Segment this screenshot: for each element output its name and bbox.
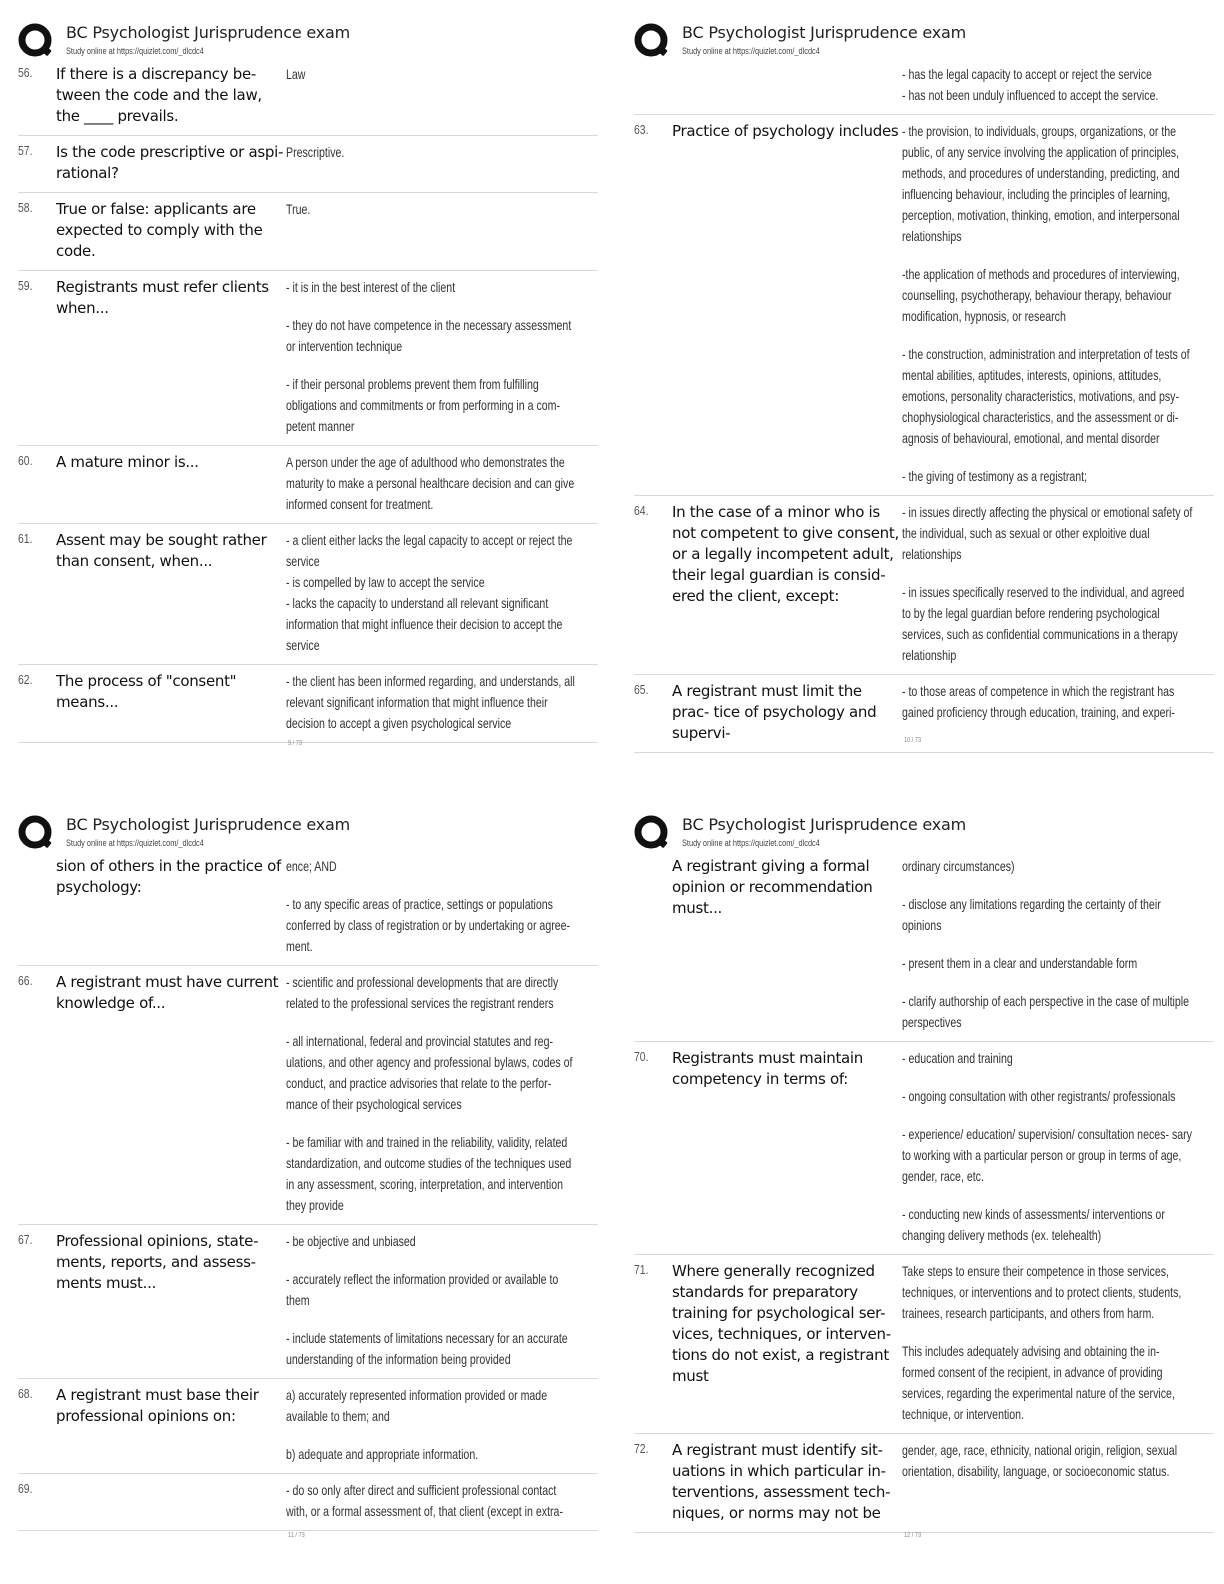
card-definition [286, 142, 598, 184]
card-term: The process of "consent" means... [56, 672, 237, 711]
definition-paragraph: - the provision, to individuals, groups, organizations, or the public, of any service involving the application of principles, methods, and procedures of understanding, predicting, and influencing behaviour, including the principles of learning, perception, motivation, thinking, emotion, and interpersonal relationships [902, 124, 1180, 244]
card-definition [902, 502, 1214, 666]
card-number: 60. [18, 453, 33, 468]
card-number: 62. [18, 672, 33, 687]
page-number: 10 / 73 [904, 737, 922, 744]
card-term: Is the code prescriptive or aspi- rational? [56, 143, 284, 182]
card-definition [902, 856, 1214, 1033]
definition-paragraph: - to any specific areas of practice, settings or populations conferred by class of registration or by undertaking or agree- ment. [286, 897, 571, 954]
card-definition [286, 452, 598, 515]
flashcard-row [634, 115, 1214, 496]
flashcard-row [18, 854, 598, 966]
definition-paragraph: - the client has been informed regarding, and understands, all relevant significant information that might influence their decision to accept a given psychological service [286, 674, 575, 731]
quizlet-logo-icon [18, 23, 54, 59]
card-number [634, 856, 664, 1033]
card-definition [286, 1231, 598, 1370]
definition-paragraph: gender, age, race, ethnicity, national origin, religion, sexual orientation, disability, language, or socioeconomic status. [902, 1443, 1178, 1479]
document-title: BC Psychologist Jurisprudence exam [66, 23, 350, 42]
page-header [18, 814, 598, 854]
definition-paragraph: - in issues specifically reserved to the individual, and agreed to by the legal guardian before rendering psychological services, such as confidential communications in a therapy relationship [902, 585, 1185, 663]
definition-paragraph: ordinary circumstances) [902, 859, 1015, 874]
card-definition [286, 277, 598, 437]
definition-paragraph: - has not been unduly influenced to accept the service. [902, 88, 1159, 103]
card-definition [902, 64, 1214, 106]
definition-paragraph: - present them in a clear and understandable form [902, 956, 1138, 971]
flashcard-row [634, 1255, 1214, 1434]
study-link[interactable]: Study online at https://quizlet.com/_dlcdc4 [682, 46, 820, 56]
card-number: 61. [18, 531, 33, 546]
definition-paragraph: - be familiar with and trained in the reliability, validity, related standardization, and outcome studies of the techniques used in any assessment, scoring, interpretation, and intervention they provide [286, 1135, 572, 1213]
definition-paragraph: - scientific and professional developments that are directly related to the professional services the registrant renders [286, 975, 559, 1011]
flashcard-row [634, 1042, 1214, 1255]
card-definition [286, 64, 598, 127]
flashcard-row [18, 446, 598, 524]
card-term: A registrant must limit the prac- tice of psychology and supervi- [672, 682, 877, 742]
card-term: A registrant must base their professional opinions on: [56, 1386, 259, 1425]
page-header [634, 814, 1214, 854]
flashcard-row [634, 675, 1214, 753]
definition-paragraph: - include statements of limitations necessary for an accurate understanding of the information being provided [286, 1331, 568, 1367]
flashcard-row [634, 496, 1214, 675]
card-term: In the case of a minor who is not competent to give consent, or a legally incompetent adult, their legal guardian is consid- ered the client, except: [672, 503, 899, 605]
card-number: 71. [634, 1262, 649, 1277]
flashcard-row [18, 136, 598, 193]
definition-paragraph: Prescriptive. [286, 145, 345, 160]
definition-paragraph: True. [286, 202, 311, 217]
card-number: 56. [18, 65, 33, 80]
flashcard-row [18, 1379, 598, 1474]
flashcard-row [18, 1474, 598, 1531]
card-term: Registrants must maintain competency in terms of: [672, 1049, 864, 1088]
flashcard-row [634, 62, 1214, 115]
quizlet-logo-icon [18, 815, 54, 851]
page-header [634, 22, 1214, 62]
flashcard-list [18, 62, 598, 743]
document-page [18, 814, 598, 1574]
definition-paragraph: - disclose any limitations regarding the certainty of their opinions [902, 897, 1161, 933]
page-number: 9 / 73 [288, 740, 303, 747]
card-definition [286, 530, 598, 656]
flashcard-row [18, 524, 598, 665]
quizlet-logo-icon [634, 23, 670, 59]
card-number: 67. [18, 1232, 33, 1247]
flashcard-list [18, 854, 598, 1531]
page-number: 11 / 73 [288, 1532, 305, 1539]
study-link[interactable]: Study online at https://quizlet.com/_dlcdc4 [66, 46, 204, 56]
page-number: 12 / 73 [904, 1532, 922, 1539]
definition-paragraph: - education and training [902, 1051, 1013, 1066]
card-number: 72. [634, 1441, 649, 1456]
definition-paragraph: ence; AND [286, 859, 337, 874]
card-definition [286, 1385, 598, 1465]
card-term [672, 64, 902, 106]
document-title: BC Psychologist Jurisprudence exam [682, 815, 966, 834]
flashcard-list [634, 854, 1214, 1533]
card-number: 69. [18, 1481, 33, 1496]
definition-paragraph: - the construction, administration and interpretation of tests of mental abilities, aptitudes, interests, opinions, attitudes, emotions, personality characteristics, motivations, and psy- chophysiological characteristics, and the assessment or di- agnosis of behavioural, emotional, and mental disorder [902, 347, 1190, 446]
card-definition [902, 1261, 1214, 1425]
card-number: 70. [634, 1049, 649, 1064]
card-number [18, 856, 48, 957]
card-term: A registrant must have current knowledge of... [56, 973, 279, 1012]
quizlet-logo-icon [634, 815, 670, 851]
card-term: Assent may be sought rather than consent, when... [56, 531, 267, 570]
card-number: 63. [634, 122, 649, 137]
definition-paragraph: - to those areas of competence in which the registrant has gained proficiency through education, training, and experi- [902, 684, 1175, 720]
definition-paragraph: - has the legal capacity to accept or reject the service [902, 67, 1152, 82]
definition-paragraph: - all international, federal and provincial statutes and reg- ulations, and other agency and professional bylaws, codes of conduct, and practice advisories that relate to the perfor- mance of their psychological services [286, 1034, 573, 1112]
definition-paragraph: -the application of methods and procedures of interviewing, counselling, psychotherapy, behaviour therapy, behaviour modification, hypnosis, or research [902, 267, 1180, 324]
card-number: 58. [18, 200, 33, 215]
card-definition [902, 681, 1214, 744]
definition-paragraph: - they do not have competence in the necessary assessment or intervention technique [286, 318, 572, 354]
flashcard-list [634, 62, 1214, 753]
flashcard-row [634, 854, 1214, 1042]
flashcard-row [634, 1434, 1214, 1533]
card-term: sion of others in the practice of psychology: [56, 857, 282, 896]
card-definition [902, 1440, 1214, 1524]
card-definition [286, 972, 598, 1216]
flashcard-row [18, 62, 598, 136]
flashcard-row [18, 665, 598, 743]
card-term: A registrant must identify sit- uations in which particular in- terventions, assessment tech- niques, or norms may not be [672, 1441, 891, 1522]
card-term: Where generally recognized standards for preparatory training for psychological ser- vices, techniques, or interven- tions do not exist, a registrant must [672, 1262, 891, 1385]
definition-paragraph: - is compelled by law to accept the service [286, 575, 485, 590]
card-definition [286, 856, 598, 957]
definition-paragraph: Law [286, 67, 306, 82]
flashcard-row [18, 271, 598, 446]
definition-paragraph: - in issues directly affecting the physical or emotional safety of the individual, such as sexual or other exploitive dual relationships [902, 505, 1193, 562]
card-definition [902, 121, 1214, 487]
study-link[interactable]: Study online at https://quizlet.com/_dlcdc4 [682, 838, 820, 848]
card-term: True or false: applicants are expected to comply with the code. [56, 200, 263, 260]
card-number: 65. [634, 682, 649, 697]
definition-paragraph: - ongoing consultation with other registrants/ professionals [902, 1089, 1176, 1104]
study-link[interactable]: Study online at https://quizlet.com/_dlcdc4 [66, 838, 204, 848]
definition-paragraph: - it is in the best interest of the client [286, 280, 456, 295]
definition-paragraph: - clarify authorship of each perspective in the case of multiple perspectives [902, 994, 1190, 1030]
definition-paragraph: Take steps to ensure their competence in those services, techniques, or interventions and to protect clients, students, trainees, research participants, and others from harm. [902, 1264, 1182, 1321]
definition-paragraph: - lacks the capacity to understand all relevant significant information that might influence their decision to accept the service [286, 596, 563, 653]
card-number: 57. [18, 143, 33, 158]
card-definition [286, 199, 598, 262]
definition-paragraph: - do so only after direct and sufficient professional contact with, or a formal assessment of, that client (except in extra- [286, 1483, 563, 1519]
document-page [18, 22, 598, 782]
card-number: 66. [18, 973, 33, 988]
card-definition [286, 1480, 598, 1522]
definition-paragraph: - the giving of testimony as a registrant; [902, 469, 1088, 484]
flashcard-row [18, 1225, 598, 1379]
document-page [634, 814, 1214, 1574]
card-definition [286, 671, 598, 734]
document-title: BC Psychologist Jurisprudence exam [66, 815, 350, 834]
card-term: Registrants must refer clients when... [56, 278, 269, 317]
definition-paragraph: - if their personal problems prevent them from fulfilling obligations and commitments or from performing in a com- petent manner [286, 377, 561, 434]
card-term: If there is a discrepancy be- tween the code and the law, the ____ prevails. [56, 65, 262, 125]
definition-paragraph: - a client either lacks the legal capacity to accept or reject the service [286, 533, 573, 569]
page-header [18, 22, 598, 62]
definition-paragraph: - be objective and unbiased [286, 1234, 416, 1249]
card-term: Professional opinions, state- ments, reports, and assess- ments must... [56, 1232, 259, 1292]
card-term: Practice of psychology includes [672, 122, 899, 140]
card-definition [902, 1048, 1214, 1246]
card-number: 64. [634, 503, 649, 518]
definition-paragraph: b) adequate and appropriate information. [286, 1447, 479, 1462]
definition-paragraph: - accurately reflect the information provided or available to them [286, 1272, 559, 1308]
definition-paragraph: - experience/ education/ supervision/ consultation neces- sary to working with a particular person or group in terms of age, gender, race, etc. [902, 1127, 1192, 1184]
definition-paragraph: A person under the age of adulthood who demonstrates the maturity to make a personal healthcare decision and can give informed consent for treatment. [286, 455, 575, 512]
document-title: BC Psychologist Jurisprudence exam [682, 23, 966, 42]
card-number: 68. [18, 1386, 33, 1401]
card-number [634, 64, 664, 106]
definition-paragraph: a) accurately represented information provided or made available to them; and [286, 1388, 548, 1424]
definition-paragraph: This includes adequately advising and obtaining the in- formed consent of the recipient, in advance of providing services, regarding the experimental nature of the service, technique, or intervention. [902, 1344, 1175, 1422]
definition-paragraph: - conducting new kinds of assessments/ interventions or changing delivery methods (ex. telehealth) [902, 1207, 1165, 1243]
card-number: 59. [18, 278, 33, 293]
flashcard-row [18, 966, 598, 1225]
card-term [56, 1480, 286, 1522]
flashcard-row [18, 193, 598, 271]
card-term: A registrant giving a formal opinion or recommendation must... [672, 857, 873, 917]
document-page [634, 22, 1214, 782]
card-term: A mature minor is... [56, 453, 199, 471]
